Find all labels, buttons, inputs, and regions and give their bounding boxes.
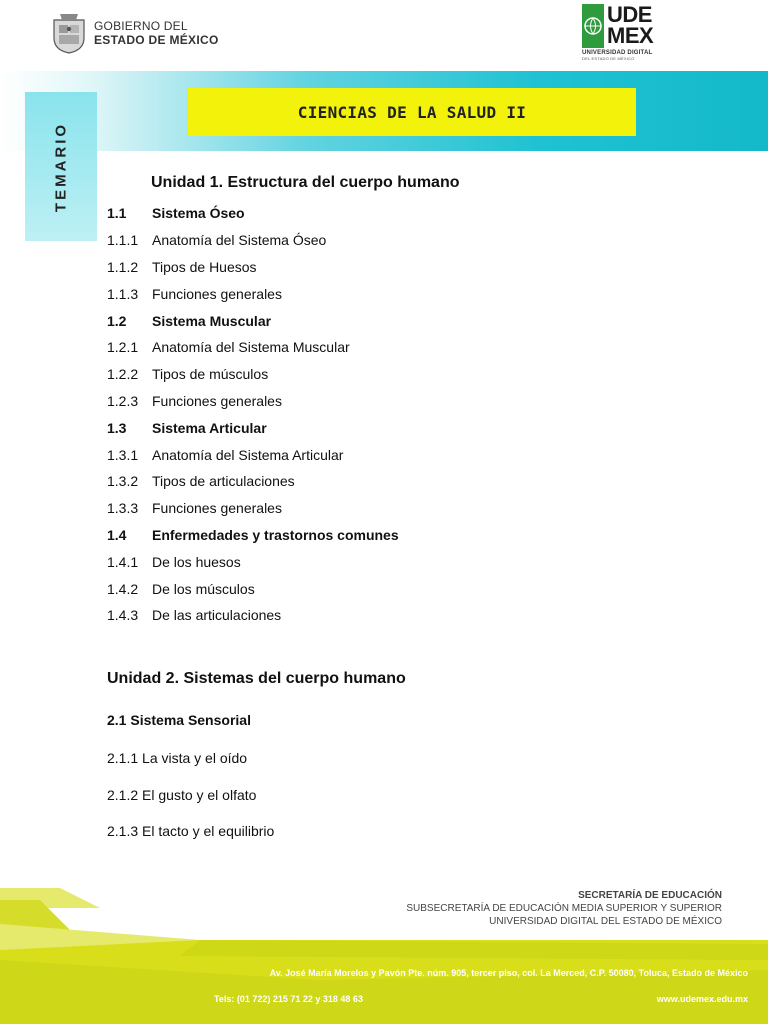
globe-icon — [582, 4, 604, 48]
udemex-subtitle-2: DEL ESTADO DE MÉXICO — [582, 56, 635, 61]
footer-line2: SUBSECRETARÍA DE EDUCACIÓN MEDIA SUPERIOR Y SUPERIOR — [406, 903, 722, 914]
footer-website-link[interactable]: www.udemex.edu.mx — [656, 994, 748, 1004]
toc-row — [107, 280, 399, 307]
toc-row — [107, 200, 399, 227]
udemex-logo — [582, 4, 662, 61]
toc-text: Funciones generales — [152, 500, 282, 517]
toc-text: De las articulaciones — [152, 607, 282, 624]
toc-number: 1.3.1 — [107, 446, 139, 463]
toc-number: 1.3.2 — [107, 473, 139, 490]
course-title: CIENCIAS DE LA SALUD II — [297, 102, 527, 122]
course-title-box — [188, 88, 636, 136]
toc-number: 1.2.2 — [107, 366, 139, 383]
toc-row — [107, 522, 399, 549]
toc-text: Funciones generales — [152, 285, 282, 302]
toc-text: Tipos de Huesos — [152, 258, 257, 275]
unit2-item: 2.1.1 La vista y el oído — [107, 750, 248, 766]
udemex-word-2: MEX — [607, 23, 654, 48]
footer-institution — [406, 889, 722, 928]
temario-label: TEMARIO — [52, 121, 70, 213]
unit2-item: 2.1.3 El tacto y el equilibrio — [107, 823, 275, 839]
toc-row — [107, 334, 399, 361]
toc-number: 1.1 — [107, 205, 127, 222]
toc-text: Enfermedades y trastornos comunes — [152, 526, 399, 543]
gob-line2: ESTADO DE MÉXICO — [94, 33, 219, 47]
unit1-toc — [107, 200, 399, 629]
toc-number: 1.1.1 — [107, 232, 139, 249]
toc-row — [107, 388, 399, 415]
unit2-item: 2.1.2 El gusto y el olfato — [107, 787, 257, 803]
footer-line3: UNIVERSIDAD DIGITAL DEL ESTADO DE MÉXICO — [489, 916, 722, 927]
toc-number: 1.1.3 — [107, 285, 139, 302]
toc-text: Tipos de articulaciones — [152, 473, 295, 490]
toc-row — [107, 254, 399, 281]
toc-text: Tipos de músculos — [152, 366, 269, 383]
unit2-item: 2.1 Sistema Sensorial — [107, 712, 251, 728]
toc-row — [107, 602, 399, 629]
toc-text: Sistema Óseo — [152, 205, 245, 222]
footer-line1: SECRETARÍA DE EDUCACIÓN — [578, 890, 722, 901]
toc-text: Anatomía del Sistema Óseo — [152, 232, 327, 249]
unit1-title: Unidad 1. Estructura del cuerpo humano — [151, 174, 460, 191]
toc-text: De los músculos — [152, 580, 255, 597]
toc-text: Sistema Muscular — [152, 312, 272, 329]
udemex-word-1: UDE — [607, 2, 652, 27]
toc-row — [107, 307, 399, 334]
gobierno-logo — [50, 12, 219, 54]
udemex-subtitle: UNIVERSIDAD DIGITAL — [582, 50, 653, 56]
footer-decoration — [0, 860, 768, 1024]
toc-row — [107, 414, 399, 441]
gob-line1: GOBIERNO DEL — [94, 19, 188, 33]
toc-text: Funciones generales — [152, 392, 282, 409]
toc-number: 1.2.3 — [107, 392, 139, 409]
toc-number: 1.3 — [107, 419, 127, 436]
toc-row — [107, 361, 399, 388]
toc-row — [107, 548, 399, 575]
toc-text: Anatomía del Sistema Muscular — [152, 339, 350, 356]
toc-row — [107, 227, 399, 254]
toc-row — [107, 441, 399, 468]
toc-number: 1.4.2 — [107, 580, 139, 597]
toc-number: 1.4 — [107, 526, 127, 543]
seal-icon — [50, 12, 88, 54]
toc-number: 1.2 — [107, 312, 127, 329]
toc-number: 1.4.1 — [107, 553, 139, 570]
toc-text: De los huesos — [152, 553, 241, 570]
toc-number: 1.2.1 — [107, 339, 139, 356]
toc-row — [107, 468, 399, 495]
toc-row — [107, 575, 399, 602]
toc-number: 1.4.3 — [107, 607, 139, 624]
footer-phone: Tels: (01 722) 215 71 22 y 318 48 63 — [214, 994, 363, 1004]
footer-address: Av. José María Morelos y Pavón Pte. núm. 905, tercer piso, col. La Merced, C.P. 50080, Toluca, Estado de México — [269, 968, 748, 978]
toc-number: 1.1.2 — [107, 258, 139, 275]
toc-number: 1.3.3 — [107, 500, 139, 517]
toc-row — [107, 495, 399, 522]
unit2-title: Unidad 2. Sistemas del cuerpo humano — [107, 670, 406, 687]
toc-text: Anatomía del Sistema Articular — [152, 446, 344, 463]
toc-text: Sistema Articular — [152, 419, 267, 436]
